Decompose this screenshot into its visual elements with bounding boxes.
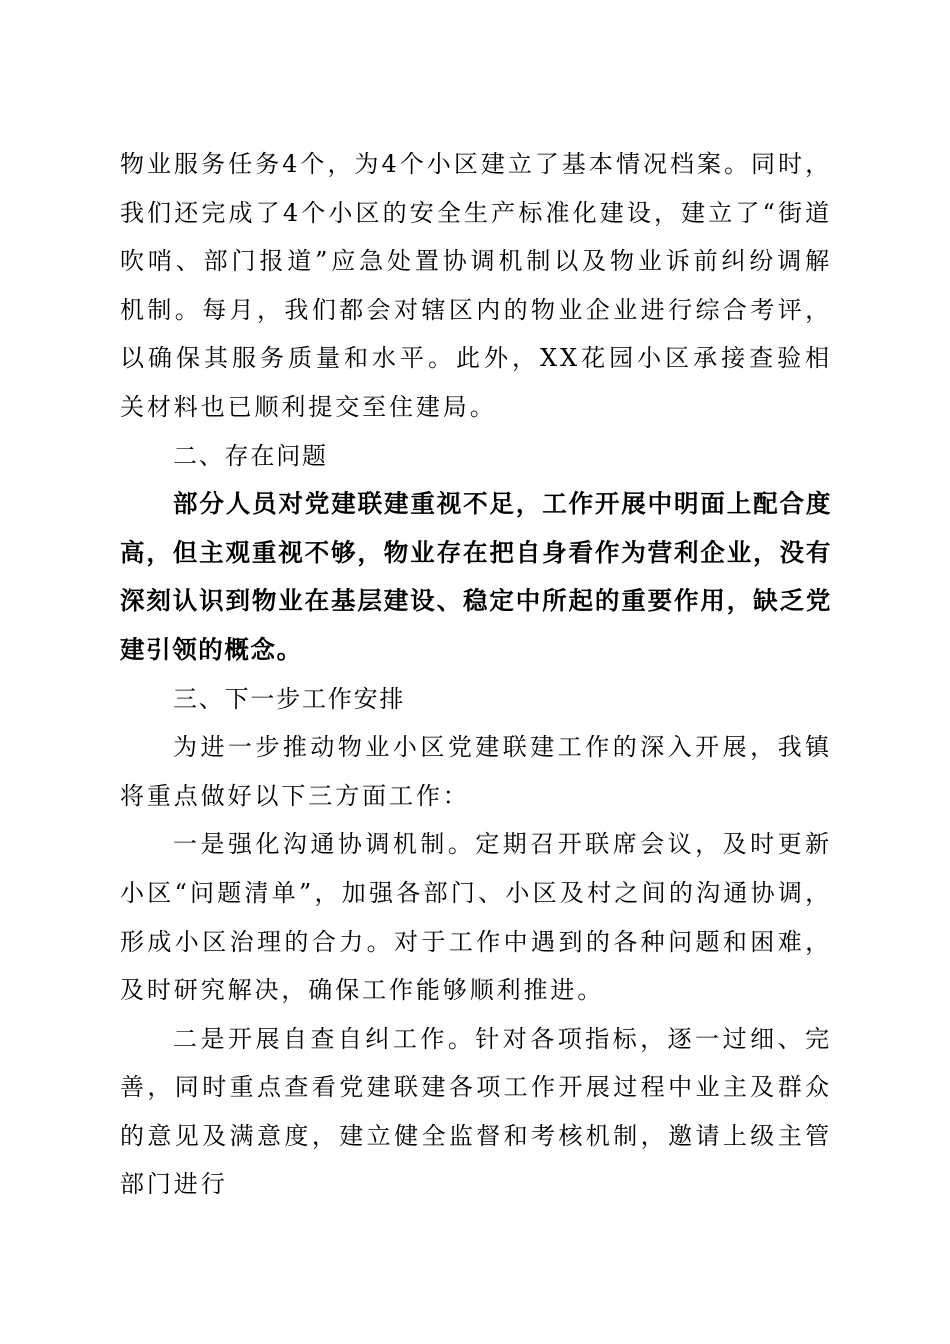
document-body xyxy=(120,140,832,1209)
paragraph-next-steps-intro: 为进一步推动物业小区党建联建工作的深入开展，我镇将重点做好以下三方面工作： xyxy=(120,733,832,810)
paragraph-item-two: 二是开展自查自纠工作。针对各项指标，逐一过细、完善，同时重点查看党建联建各项工作开展过程中业主及群众的意见及满意度，建立健全监督和考核机制，邀请上级主管部门进行 xyxy=(120,1024,832,1199)
paragraph-problems-bold: 部分人员对党建联建重视不足，工作开展中明面上配合度高，但主观重视不够，物业存在把自身看作为营利企业，没有深刻认识到物业在基层建设、稳定中所起的重要作用，缺乏党建引领的概念。 xyxy=(120,489,832,664)
heading-existing-problems: 二、存在问题 xyxy=(173,441,328,470)
paragraph-work-summary: 物业服务任务4个，为4个小区建立了基本情况档案。同时，我们还完成了4个小区的安全生产标准化建设，建立了“街道吹哨、部门报道”应急处置协调机制以及物业诉前纠纷调解机制。每月，我们都会对辖区内的物业企业进行综合考评，以确保其服务质量和水平。此外，XX花园小区承接查验相关材料也已顺利提交至住建局。 xyxy=(120,150,832,421)
heading-next-steps: 三、下一步工作安排 xyxy=(173,684,406,713)
paragraph-item-one: 一是强化沟通协调机制。定期召开联席会议，及时更新小区“问题清单”，加强各部门、小区及村之间的沟通协调，形成小区治理的合力。对于工作中遇到的各种问题和困难，及时研究解决，确保工作能够顺利推进。 xyxy=(120,830,832,1005)
